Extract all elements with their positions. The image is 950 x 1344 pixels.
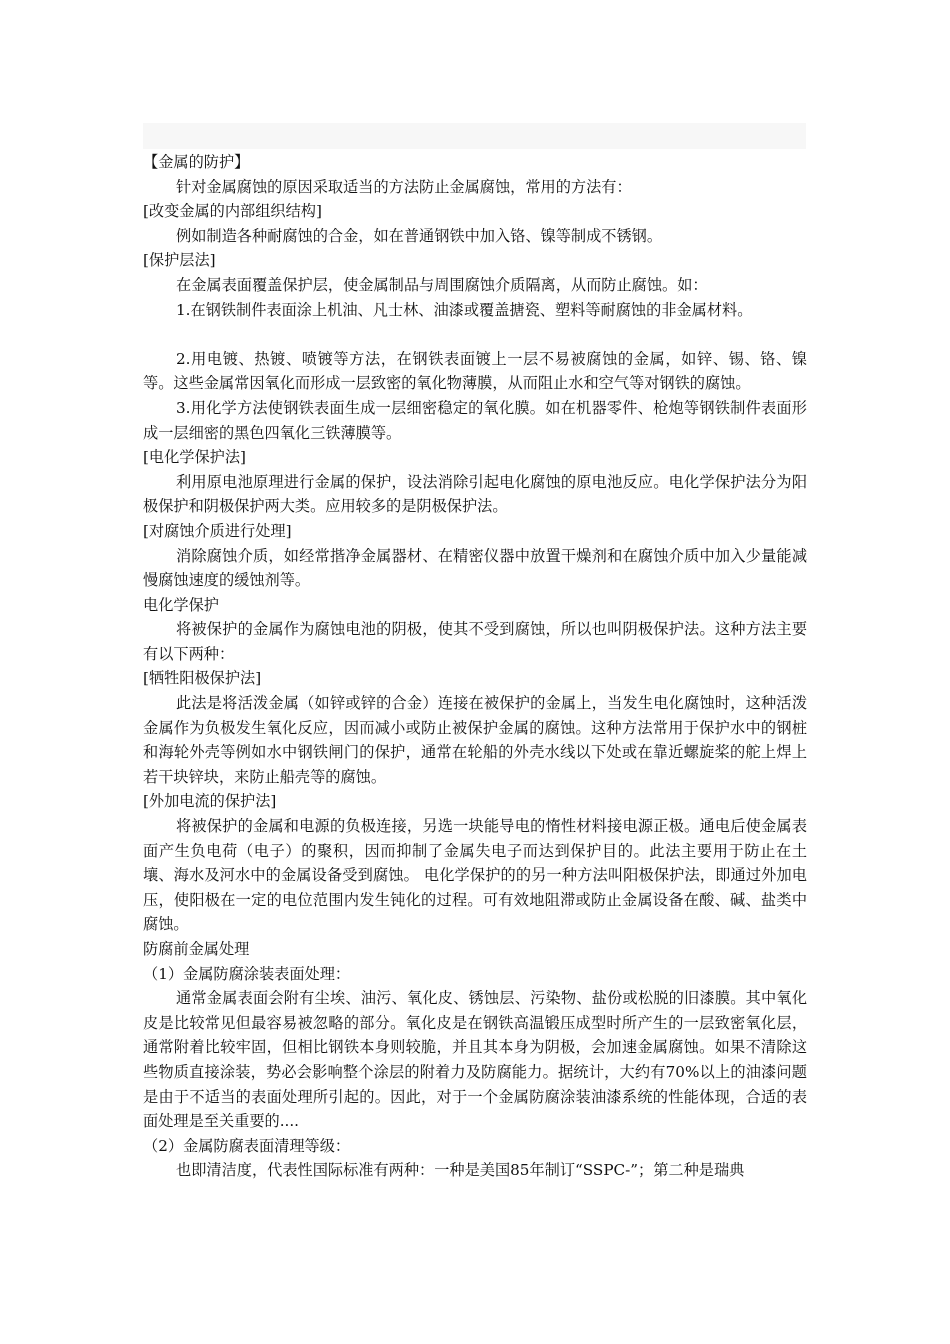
- paragraph: 2.用电镀、热镀、喷镀等方法，在钢铁表面镀上一层不易被腐蚀的金属，如锌、锡、铬、镍等。这些金属常因氧化而形成一层致密的氧化物薄膜，从而阻止水和空气等对钢铁的腐蚀。: [143, 349, 807, 393]
- paragraph: 在金属表面覆盖保护层，使金属制品与周围腐蚀介质隔离，从而防止腐蚀。如：: [176, 275, 708, 294]
- paragraph: [对腐蚀介质进行处理]: [143, 521, 292, 540]
- paragraph: 针对金属腐蚀的原因采取适当的方法防止金属腐蚀，常用的方法有：: [176, 177, 632, 196]
- paragraph: [外加电流的保护法]: [143, 792, 277, 811]
- paragraph: 通常金属表面会附有尘埃、油污、氧化皮、锈蚀层、污染物、盐份或松脱的旧漆膜。其中氧化皮是比较常见但最容易被忽略的部分。氧化皮是在钢铁高温锻压成型时所产生的一层致密氧化层，通常附着比较牢固，但相比钢铁本身则较脆，并且其本身为阴极，会加速金属腐蚀。如果不清除这些物质直接涂装，势必会影响整个涂层的附着力及防腐能力。据统计，大约有70%以上的油漆问题是由于不适当的表面处理所引起的。因此，对于一个金属防腐涂装油漆系统的性能体现，合适的表面处理是至关重要的....: [143, 989, 807, 1131]
- paragraph: [牺牲阳极保护法]: [143, 669, 262, 688]
- paragraph: 将被保护的金属和电源的负极连接，另选一块能导电的惰性材料接电源正极。通电后使金属表面产生负电荷（电子）的聚积，因而抑制了金属失电子而达到保护目的。此法主要用于防止在土壤、海水及河水中的金属设备受到腐蚀。 电化学保护的的另一种方法叫阳极保护法，即通过外加电压，使阳极在一定的电位范围内发生钝化的过程。可有效地阻滞或防止金属设备在酸、碱、盐类中腐蚀。: [143, 817, 807, 934]
- blank-line: [143, 322, 807, 347]
- paragraph: 1.在钢铁制件表面涂上机油、凡士林、油漆或覆盖搪瓷、塑料等耐腐蚀的非金属材料。: [176, 300, 753, 319]
- paragraph: 此法是将活泼金属（如锌或锌的合金）连接在被保护的金属上，当发生电化腐蚀时，这种活泼金属作为负极发生氧化反应，因而减小或防止被保护金属的腐蚀。这种方法常用于保护水中的钢桩和海轮外壳等例如水中钢铁闸门的保护，通常在轮船的外壳水线以下处或在靠近螺旋桨的舵上焊上若干块锌块，来防止船壳等的腐蚀。: [143, 694, 807, 786]
- paragraph: 利用原电池原理进行金属的保护，设法消除引起电化腐蚀的原电池反应。电化学保护法分为阳极保护和阴极保护两大类。应用较多的是阴极保护法。: [143, 472, 807, 516]
- paragraph: 防腐前金属处理: [143, 940, 250, 958]
- paragraph: 将被保护的金属作为腐蚀电池的阴极，使其不受到腐蚀，所以也叫阴极保护法。这种方法主要有以下两种：: [143, 620, 807, 663]
- paragraph: [改变金属的内部组织结构]: [143, 202, 322, 221]
- paragraph: [保护层法]: [143, 251, 216, 270]
- page-header-band: [143, 123, 806, 149]
- paragraph: 3.用化学方法使钢铁表面生成一层细密稳定的氧化膜。如在机器零件、枪炮等钢铁制件表面形成一层细密的黑色四氧化三铁薄膜等。: [143, 398, 807, 442]
- paragraph: 也即清洁度，代表性国际标准有两种：一种是美国85年制订“SSPC-”；第二种是瑞典: [176, 1161, 745, 1180]
- paragraph: （2）金属防腐表面清理等级：: [143, 1136, 351, 1155]
- paragraph: 电化学保护: [143, 595, 219, 614]
- paragraph: 例如制造各种耐腐蚀的合金，如在普通钢铁中加入铬、镍等制成不锈钢。: [176, 226, 662, 245]
- paragraph: 消除腐蚀介质，如经常揩净金属器材、在精密仪器中放置干燥剂和在腐蚀介质中加入少量能减慢腐蚀速度的缓蚀剂等。: [143, 546, 807, 590]
- paragraph: 【金属的防护】: [143, 153, 250, 171]
- document-body: [143, 150, 807, 1183]
- paragraph: （1）金属防腐涂装表面处理：: [143, 964, 351, 983]
- paragraph: [电化学保护法]: [143, 448, 246, 467]
